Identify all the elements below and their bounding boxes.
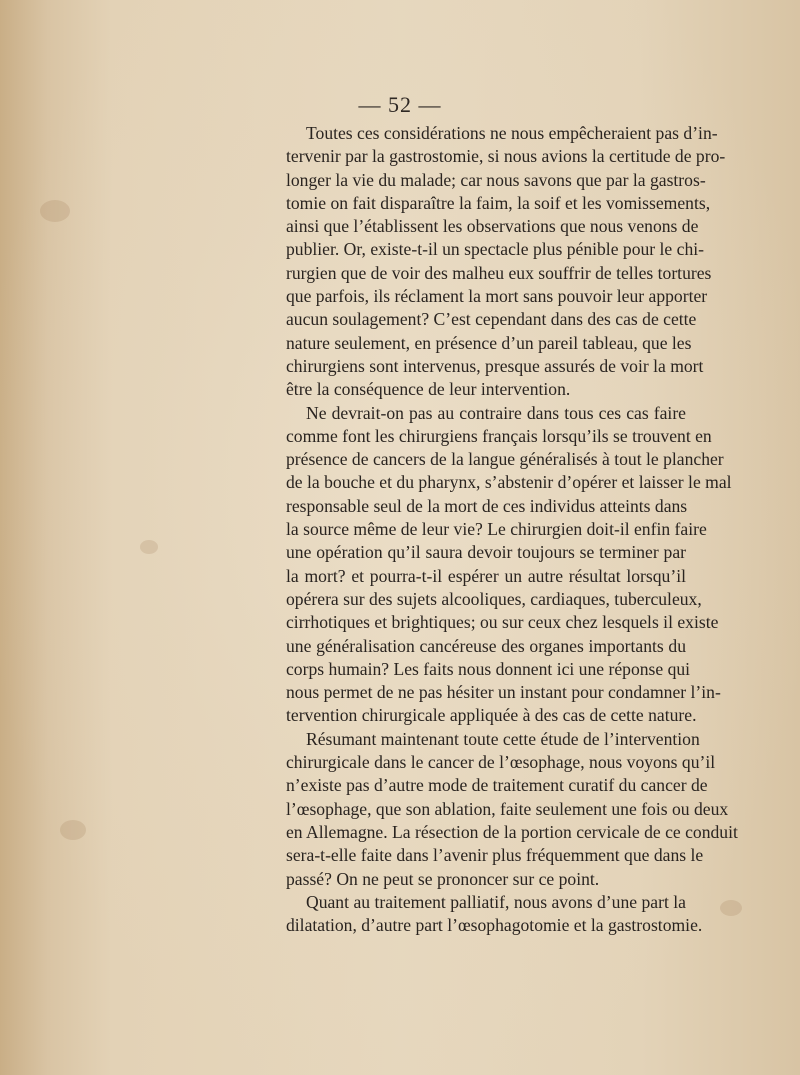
text-line: présence de cancers de la langue généralisés à tout le plancher — [286, 449, 724, 470]
text-line: passé? On ne peut se prononcer sur ce point. — [286, 868, 600, 889]
text-line: responsable seul de la mort de ces individus atteints dans — [286, 495, 688, 516]
text-line: aucun soulagement? C’est cependant dans des cas de cette — [286, 309, 697, 330]
paper-stain — [140, 540, 158, 554]
text-line: n’existe pas d’autre mode de traitement curatif du cancer de — [286, 775, 708, 796]
text-line: être la conséquence de leur intervention. — [286, 379, 571, 400]
text-line: Quant au traitement palliatif, nous avons d’une part la — [306, 891, 686, 912]
text-line: en Allemagne. La résection de la portion cervicale de ce conduit — [286, 821, 738, 842]
text-line: une opération qu’il saura devoir toujours se terminer par — [286, 542, 686, 563]
text-line: publier. Or, existe-t-il un spectacle plus pénible pour le chi- — [286, 239, 704, 260]
paragraph — [286, 402, 732, 728]
text-line: Ne devrait-on pas au contraire dans tous ces cas faire — [306, 402, 686, 423]
text-line: tomie on fait disparaître la faim, la soif et les vomissements, — [286, 192, 711, 213]
text-line: sera-t-elle faite dans l’avenir plus fréquemment que dans le — [286, 845, 704, 866]
text-line: chirurgicale dans le cancer de l’œsophage, nous voyons qu’il — [286, 752, 716, 773]
text-line: Toutes ces considérations ne nous empêcheraient pas d’in- — [306, 123, 718, 143]
text-line: l’œsophage, que son ablation, faite seulement une fois ou deux — [286, 798, 729, 819]
body-text — [286, 122, 738, 937]
text-line: que parfois, ils réclament la mort sans pouvoir leur apporter — [286, 286, 708, 307]
paper-stain — [720, 900, 742, 916]
text-line: de la bouche et du pharynx, s’abstenir d’opérer et laisser le mal — [286, 472, 732, 493]
text-line: la mort? et pourra-t-il espérer un autre résultat lorsqu’il — [286, 565, 686, 586]
text-line: comme font les chirurgiens français lorsqu’ils se trouvent en — [286, 425, 712, 446]
paper-stain — [40, 200, 70, 222]
text-line: dilatation, d’autre part l’œsophagotomie et la gastrostomie. — [286, 915, 703, 936]
text-line: la source même de leur vie? Le chirurgien doit-il enfin faire — [286, 519, 707, 540]
paragraph — [286, 891, 703, 938]
text-line: chirurgiens sont intervenus, presque assurés de voir la mort — [286, 355, 704, 376]
text-line: longer la vie du malade; car nous savons que par la gastros- — [286, 169, 706, 190]
paragraph — [286, 728, 738, 891]
text-line: une généralisation cancéreuse des organes importants du — [286, 635, 686, 656]
text-line: corps humain? Les faits nous donnent ici une réponse qui — [286, 658, 691, 679]
text-line: rurgien que de voir des malheu eux souffrir de telles tortures — [286, 262, 712, 283]
text-line: nous permet de ne pas hésiter un instant pour condamner l’in- — [286, 682, 721, 703]
text-line: tervenir par la gastrostomie, si nous avions la certitude de pro- — [286, 146, 726, 167]
text-line: ainsi que l’établissent les observations que nous venons de — [286, 216, 699, 237]
text-line: opérera sur des sujets alcooliques, cardiaques, tuberculeux, — [286, 588, 702, 609]
paper-stain — [60, 820, 86, 840]
paragraph — [286, 122, 726, 402]
text-line: Résumant maintenant toute cette étude de l’intervention — [306, 728, 700, 749]
text-line: nature seulement, en présence d’un pareil tableau, que les — [286, 332, 692, 353]
text-line: tervention chirurgicale appliquée à des cas de cette nature. — [286, 705, 697, 726]
page-number: — 52 — — [358, 92, 442, 117]
text-line: cirrhotiques et brightiques; ou sur ceux chez lesquels il existe — [286, 612, 719, 633]
